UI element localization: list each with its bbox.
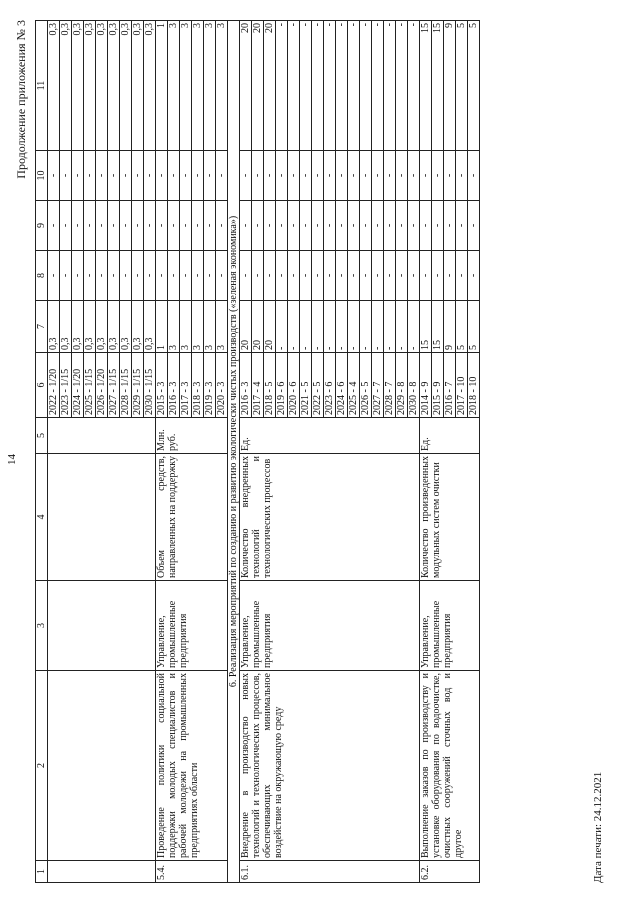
cell-7: 1: [156, 301, 168, 353]
cell-8: -: [120, 251, 132, 301]
cell-10: -: [84, 151, 96, 201]
cell-7: -: [312, 301, 324, 353]
cell-11: -: [336, 21, 348, 151]
year-value: 2030 - 8: [408, 353, 420, 418]
col-header-10: 10: [36, 151, 48, 201]
cell-7: 9: [444, 301, 456, 353]
cell-10: -: [312, 151, 324, 201]
cell-8: -: [420, 251, 432, 301]
cell-10: -: [360, 151, 372, 201]
cell-11: -: [312, 21, 324, 151]
cell-9: -: [432, 201, 444, 251]
cell-10: -: [204, 151, 216, 201]
cell-11: 5: [468, 21, 480, 151]
year-value: 2019 - 6: [276, 353, 288, 418]
program-table: [35, 20, 480, 883]
cell-7: -: [300, 301, 312, 353]
cell-7: 0,3: [84, 301, 96, 353]
cell-11: 3: [216, 21, 228, 151]
cell-9: -: [264, 201, 276, 251]
cell-8: -: [180, 251, 192, 301]
cell-7: 0,3: [144, 301, 156, 353]
cell-11: 20: [240, 21, 252, 151]
year-value: 2019 - 3: [204, 353, 216, 418]
cell-11: -: [408, 21, 420, 151]
cell-11: 3: [204, 21, 216, 151]
year-value: 2023 - 1/15: [60, 353, 72, 418]
cell-10: -: [96, 151, 108, 201]
indicator: Количество произведенных модульных систем очистки: [420, 454, 480, 581]
cell-7: -: [336, 301, 348, 353]
cell-7: -: [276, 301, 288, 353]
year-value: 2016 - 3: [168, 353, 180, 418]
cell-9: -: [204, 201, 216, 251]
cell-9: -: [132, 201, 144, 251]
indicator: Количество внедренных технологий и технологических процессов: [240, 454, 420, 581]
year-value: 2029 - 1/15: [132, 353, 144, 418]
cell-9: -: [276, 201, 288, 251]
cell-11: 5: [456, 21, 468, 151]
cell-8: -: [408, 251, 420, 301]
cell-8: -: [348, 251, 360, 301]
cell-11: 0,3: [120, 21, 132, 151]
cell-10: -: [456, 151, 468, 201]
year-value: 2028 - 1/15: [120, 353, 132, 418]
cell-9: -: [408, 201, 420, 251]
col-header-2: 2: [36, 671, 48, 861]
year-value: 2017 - 3: [180, 353, 192, 418]
cell-10: -: [132, 151, 144, 201]
measure-name: Проведение политики социальной поддержки молодых специалистов и рабочей молодежи на промышленных предприятиях области: [156, 671, 228, 861]
cell-10: -: [168, 151, 180, 201]
cell-8: -: [48, 251, 60, 301]
year-value: 2018 - 10: [468, 353, 480, 418]
cell-9: -: [72, 201, 84, 251]
cell-11: 0,3: [108, 21, 120, 151]
cell-7: 3: [168, 301, 180, 353]
col-header-6: 6: [36, 353, 48, 418]
year-value: 2022 - 1/20: [48, 353, 60, 418]
cell-10: -: [264, 151, 276, 201]
year-value: 2020 - 3: [216, 353, 228, 418]
year-value: 2028 - 7: [384, 353, 396, 418]
cell-7: -: [372, 301, 384, 353]
cell-10: -: [336, 151, 348, 201]
year-value: 2022 - 5: [312, 353, 324, 418]
cell-9: -: [144, 201, 156, 251]
col-header-9: 9: [36, 201, 48, 251]
year-value: 2027 - 1/15: [108, 353, 120, 418]
cell-10: -: [372, 151, 384, 201]
section-row: [228, 21, 240, 883]
cell-9: -: [312, 201, 324, 251]
cell-11: 3: [180, 21, 192, 151]
cell-7: 20: [252, 301, 264, 353]
cell-8: -: [288, 251, 300, 301]
cell-9: -: [156, 201, 168, 251]
row-number: [48, 861, 156, 883]
year-value: 2026 - 5: [360, 353, 372, 418]
cell-8: -: [372, 251, 384, 301]
cell-7: -: [396, 301, 408, 353]
cell-8: -: [444, 251, 456, 301]
cell-10: -: [276, 151, 288, 201]
year-value: 2015 - 9: [432, 353, 444, 418]
year-value: 2025 - 1/15: [84, 353, 96, 418]
year-value: 2026 - 1/20: [96, 353, 108, 418]
cell-9: -: [456, 201, 468, 251]
cell-10: -: [348, 151, 360, 201]
cell-8: -: [132, 251, 144, 301]
measure-name: Выполнение заказов по производству и установке оборудования по водоочистке, очистных сооружений сточных вод и другое: [420, 671, 480, 861]
cell-7: -: [324, 301, 336, 353]
cell-11: -: [360, 21, 372, 151]
cell-10: -: [420, 151, 432, 201]
cell-7: 3: [192, 301, 204, 353]
cell-9: -: [168, 201, 180, 251]
col-header-5: 5: [36, 418, 48, 454]
year-value: 2017 - 4: [252, 353, 264, 418]
cell-8: -: [456, 251, 468, 301]
cell-8: -: [324, 251, 336, 301]
cell-8: -: [264, 251, 276, 301]
cell-10: -: [408, 151, 420, 201]
row-number: 5.4.: [156, 861, 228, 883]
unit: [48, 418, 156, 454]
cell-11: -: [300, 21, 312, 151]
cell-8: -: [300, 251, 312, 301]
col-header-7: 7: [36, 301, 48, 353]
cell-11: 1: [156, 21, 168, 151]
indicator: [48, 454, 156, 581]
cell-10: -: [240, 151, 252, 201]
year-value: 2021 - 5: [300, 353, 312, 418]
cell-10: -: [396, 151, 408, 201]
cell-11: 3: [192, 21, 204, 151]
cell-11: -: [288, 21, 300, 151]
continuation-title: Продолжение приложения № 3: [14, 20, 28, 179]
cell-8: -: [84, 251, 96, 301]
cell-9: -: [216, 201, 228, 251]
cell-8: -: [144, 251, 156, 301]
row-number: 6.1.: [240, 861, 420, 883]
unit: Ед.: [240, 418, 420, 454]
cell-7: 5: [456, 301, 468, 353]
cell-10: -: [72, 151, 84, 201]
cell-10: -: [120, 151, 132, 201]
measure-name: Внедрение в производство новых технологий и технологических процессов, обеспечивающих минимальное воздействие на окружающую среду: [240, 671, 420, 861]
cell-9: -: [420, 201, 432, 251]
cell-8: -: [96, 251, 108, 301]
cell-11: -: [324, 21, 336, 151]
cell-7: 15: [420, 301, 432, 353]
cell-7: 5: [468, 301, 480, 353]
executor: [48, 581, 156, 671]
cell-9: -: [300, 201, 312, 251]
cell-8: -: [204, 251, 216, 301]
cell-7: 0,3: [132, 301, 144, 353]
cell-8: -: [252, 251, 264, 301]
cell-9: -: [96, 201, 108, 251]
year-value: 2017 - 10: [456, 353, 468, 418]
cell-9: -: [360, 201, 372, 251]
executor: Управление, промышленные предприятия: [240, 581, 420, 671]
year-value: 2024 - 1/20: [72, 353, 84, 418]
cell-10: -: [468, 151, 480, 201]
year-value: 2016 - 3: [240, 353, 252, 418]
cell-10: -: [48, 151, 60, 201]
cell-7: -: [360, 301, 372, 353]
year-value: 2023 - 6: [324, 353, 336, 418]
cell-9: -: [396, 201, 408, 251]
cell-10: -: [432, 151, 444, 201]
cell-10: -: [384, 151, 396, 201]
cell-11: -: [384, 21, 396, 151]
cell-7: 0,3: [72, 301, 84, 353]
cell-10: -: [324, 151, 336, 201]
indicator: Объем средств, направленных на поддержку: [156, 454, 228, 581]
cell-7: 3: [216, 301, 228, 353]
cell-8: -: [468, 251, 480, 301]
cell-7: 0,3: [120, 301, 132, 353]
cell-8: -: [360, 251, 372, 301]
cell-9: -: [240, 201, 252, 251]
cell-11: 0,3: [144, 21, 156, 151]
cell-10: -: [180, 151, 192, 201]
cell-10: -: [216, 151, 228, 201]
cell-8: -: [192, 251, 204, 301]
cell-9: -: [84, 201, 96, 251]
cell-11: 0,3: [84, 21, 96, 151]
cell-10: -: [60, 151, 72, 201]
cell-10: -: [252, 151, 264, 201]
year-value: 2025 - 4: [348, 353, 360, 418]
cell-9: -: [60, 201, 72, 251]
cell-9: -: [120, 201, 132, 251]
cell-11: 0,3: [48, 21, 60, 151]
table-row: [156, 21, 168, 883]
cell-9: -: [48, 201, 60, 251]
page-number: 14: [6, 454, 18, 465]
col-header-1: 1: [36, 861, 48, 883]
cell-11: -: [372, 21, 384, 151]
cell-8: -: [60, 251, 72, 301]
year-value: 2027 - 7: [372, 353, 384, 418]
cell-8: -: [312, 251, 324, 301]
cell-9: -: [324, 201, 336, 251]
col-header-8: 8: [36, 251, 48, 301]
cell-7: 0,3: [48, 301, 60, 353]
cell-8: -: [276, 251, 288, 301]
cell-8: -: [156, 251, 168, 301]
cell-9: -: [288, 201, 300, 251]
year-value: 2018 - 5: [264, 353, 276, 418]
year-value: 2016 - 7: [444, 353, 456, 418]
cell-11: -: [276, 21, 288, 151]
cell-11: 0,3: [132, 21, 144, 151]
cell-10: -: [144, 151, 156, 201]
section-heading: 6. Реализация мероприятий по созданию и развитию экологически чистых производств («зеленая экономика»): [228, 21, 240, 883]
cell-10: -: [156, 151, 168, 201]
cell-8: -: [168, 251, 180, 301]
cell-8: -: [432, 251, 444, 301]
col-header-11: 11: [36, 21, 48, 151]
year-value: 2020 - 6: [288, 353, 300, 418]
cell-7: -: [348, 301, 360, 353]
cell-9: -: [372, 201, 384, 251]
cell-10: -: [444, 151, 456, 201]
cell-9: -: [336, 201, 348, 251]
cell-8: -: [72, 251, 84, 301]
cell-8: -: [240, 251, 252, 301]
cell-11: 0,3: [60, 21, 72, 151]
cell-11: 20: [252, 21, 264, 151]
cell-11: 0,3: [96, 21, 108, 151]
cell-8: -: [336, 251, 348, 301]
cell-11: 9: [444, 21, 456, 151]
cell-7: 20: [264, 301, 276, 353]
cell-9: -: [180, 201, 192, 251]
cell-7: -: [384, 301, 396, 353]
cell-9: -: [348, 201, 360, 251]
cell-9: -: [468, 201, 480, 251]
cell-10: -: [300, 151, 312, 201]
cell-9: -: [192, 201, 204, 251]
year-value: 2024 - 6: [336, 353, 348, 418]
cell-7: 3: [180, 301, 192, 353]
cell-7: 0,3: [60, 301, 72, 353]
table-row: [240, 21, 252, 883]
cell-11: 15: [420, 21, 432, 151]
year-value: 2018 - 3: [192, 353, 204, 418]
cell-7: 3: [204, 301, 216, 353]
cell-8: -: [216, 251, 228, 301]
cell-10: -: [192, 151, 204, 201]
year-value: 2015 - 3: [156, 353, 168, 418]
cell-7: 20: [240, 301, 252, 353]
cell-11: -: [348, 21, 360, 151]
col-header-3: 3: [36, 581, 48, 671]
cell-11: -: [396, 21, 408, 151]
unit: Млн. руб.: [156, 418, 228, 454]
cell-9: -: [384, 201, 396, 251]
cell-8: -: [396, 251, 408, 301]
table-row: [420, 21, 432, 883]
cell-7: -: [408, 301, 420, 353]
cell-10: -: [108, 151, 120, 201]
year-value: 2014 - 9: [420, 353, 432, 418]
cell-11: 0,3: [72, 21, 84, 151]
cell-9: -: [252, 201, 264, 251]
print-date: Дата печати: 24.12.2021: [592, 771, 604, 883]
cell-7: -: [288, 301, 300, 353]
executor: Управление, промышленные предприятия: [156, 581, 228, 671]
cell-7: 0,3: [96, 301, 108, 353]
cell-7: 0,3: [108, 301, 120, 353]
col-header-4: 4: [36, 454, 48, 581]
cell-9: -: [444, 201, 456, 251]
unit: Ед.: [420, 418, 480, 454]
measure-name: [48, 671, 156, 861]
table-row: [48, 21, 60, 883]
cell-8: -: [384, 251, 396, 301]
cell-9: -: [108, 201, 120, 251]
cell-11: 20: [264, 21, 276, 151]
row-number: 6.2.: [420, 861, 480, 883]
column-number-row: [36, 21, 48, 883]
cell-11: 3: [168, 21, 180, 151]
executor: Управление, промышленные предприятия: [420, 581, 480, 671]
cell-10: -: [288, 151, 300, 201]
cell-7: 15: [432, 301, 444, 353]
year-value: 2029 - 8: [396, 353, 408, 418]
cell-8: -: [108, 251, 120, 301]
cell-11: 15: [432, 21, 444, 151]
year-value: 2030 - 1/15: [144, 353, 156, 418]
